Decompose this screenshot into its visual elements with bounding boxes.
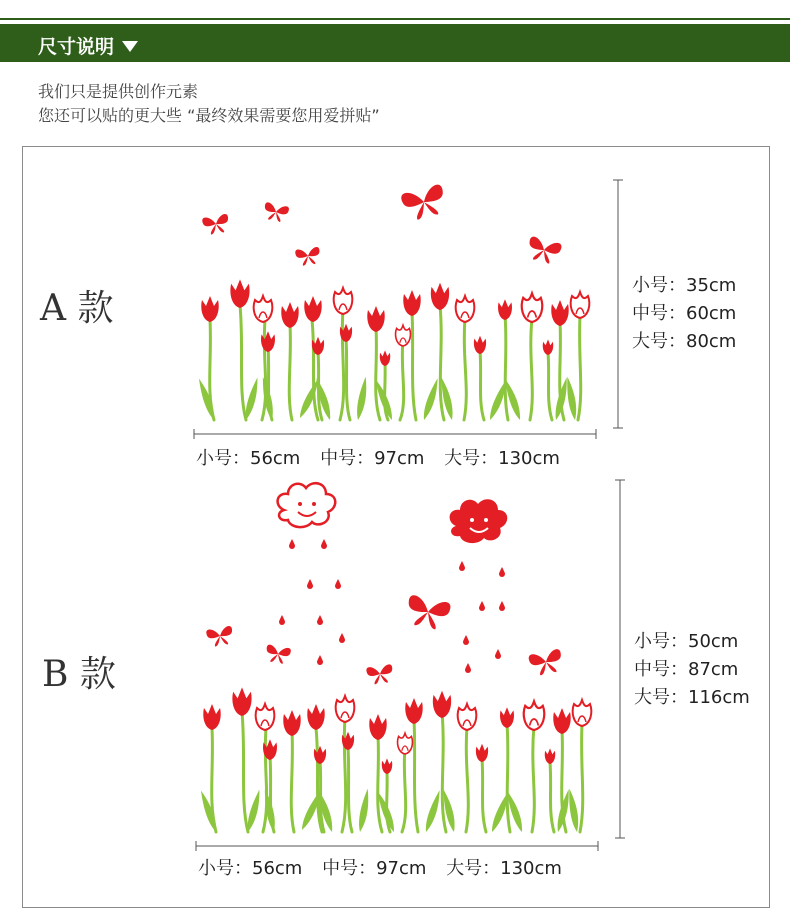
butterfly-icon: [202, 183, 563, 266]
width-small: 小号：56cm: [196, 448, 301, 469]
height-large: 大号：80cm: [632, 331, 737, 352]
height-small: 小号：50cm: [634, 631, 739, 652]
height-large: 大号：116cm: [634, 687, 750, 708]
tulip-row-b: [198, 687, 591, 833]
tulip-row-a: [196, 279, 589, 421]
style-a-label: A 款: [40, 288, 114, 329]
width-large: 大号：130cm: [444, 448, 560, 469]
intro-line-1: 我们只是提供创作元素: [38, 82, 199, 101]
width-medium: 中号：97cm: [320, 448, 425, 469]
width-small: 小号：56cm: [198, 858, 303, 879]
height-small: 小号：35cm: [632, 275, 737, 296]
butterfly-icon: [206, 594, 565, 685]
height-medium: 中号：87cm: [634, 659, 739, 680]
cloud-icon: [278, 483, 508, 543]
section-title: 尺寸说明: [38, 36, 115, 58]
width-large: 大号：130cm: [446, 858, 562, 879]
intro-line-2: 您还可以贴的更大些 “最终效果需要您用爱拼贴”: [38, 106, 380, 125]
style-b-widths: [198, 854, 576, 880]
style-b-label: B 款: [42, 654, 116, 695]
width-medium: 中号：97cm: [322, 858, 427, 879]
style-a-heights: [632, 272, 736, 356]
raindrop-icon: [279, 539, 505, 673]
height-medium: 中号：60cm: [632, 303, 737, 324]
style-b-heights: [634, 628, 750, 712]
style-a-widths: [196, 444, 574, 470]
